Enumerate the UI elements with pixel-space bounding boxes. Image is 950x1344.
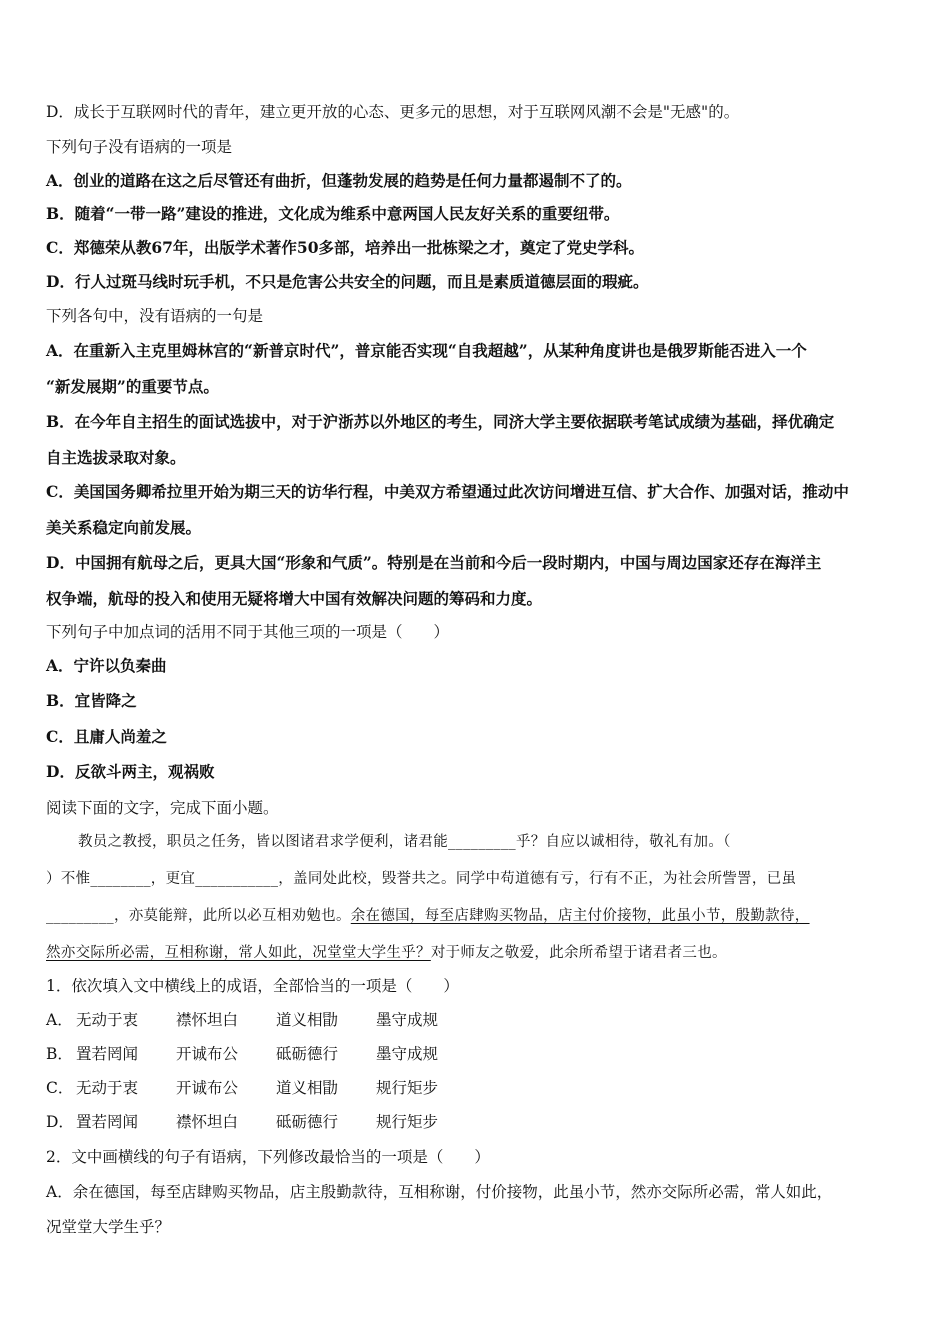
q2-option-a-line-1: A．余在德国，每至店肆购买物品，店主殷勤款待，互相称谢，付价接物，此虽小节，然亦交际所必需，常人如此， xyxy=(46,1183,833,1201)
classical-option-a: A．宁许以负秦曲 xyxy=(46,656,167,675)
passage-line-3 xyxy=(46,906,810,926)
q2-stem: 2．文中画横线的句子有语病，下列修改最恰当的一项是（ ） xyxy=(46,1148,490,1166)
idiom: 道义相勖 xyxy=(276,1079,339,1097)
classical-option-c: C．且庸人尚羞之 xyxy=(46,727,167,746)
passage-line-2: ）不惟________，更宜___________，盖同处此校，毁誉共之。同学中苟道德有亏，行有不正，为社会所訾詈，已虽 xyxy=(46,871,797,887)
option-label: D． xyxy=(46,1113,74,1131)
passage-line-4 xyxy=(46,943,727,963)
option-d: D．行人过斑马线时玩手机，不只是危害公共安全的问题，而且是素质道德层面的瑕疵。 xyxy=(46,272,649,291)
underlined-sentence: 余在德国，每至店肆购买物品，店主付价接物，此虽小节，殷勤款待， xyxy=(350,908,810,924)
option-b-line-2: 自主选拔录取对象。 xyxy=(46,448,186,467)
idiom: 墨守成规 xyxy=(376,1011,439,1029)
option-label: A． xyxy=(46,1011,73,1029)
idiom: 无动于衷 xyxy=(76,1079,139,1097)
q1-option-row-a xyxy=(46,1010,438,1030)
question-stem-grammar-2: 下列各句中，没有语病的一句是 xyxy=(46,307,264,325)
option-label: B． xyxy=(46,1045,73,1063)
option-d-line-1: D．中国拥有航母之后，更具大国“形象和气质”。特别是在当前和今后一段时期内，中国与周边国家还存在海洋主 xyxy=(46,553,822,572)
option-b: B．随着“一带一路”建设的推进，文化成为维系中意两国人民友好关系的重要纽带。 xyxy=(46,204,620,223)
option-a-line-2: “新发展期”的重要节点。 xyxy=(46,377,219,396)
option-a: A．创业的道路在这之后尽管还有曲折，但蓬勃发展的趋势是任何力量都遏制不了的。 xyxy=(46,171,632,190)
passage-line-1: 教员之教授，职员之任务，皆以图诸君求学便利，诸君能_________乎？自应以诚相待，敬礼有加。（ xyxy=(78,834,731,850)
q1-option-row-b xyxy=(46,1044,438,1064)
q1-stem: 1．依次填入文中横线上的成语，全部恰当的一项是（ ） xyxy=(46,977,459,995)
question-stem-grammar-1: 下列句子没有语病的一项是 xyxy=(46,138,233,156)
idiom: 规行矩步 xyxy=(376,1079,439,1097)
option-a-line-1: A．在重新入主克里姆林宫的“新普京时代”，普京能否实现“自我超越”，从某种角度讲也是俄罗斯能否进入一个 xyxy=(46,341,807,360)
option-b-line-1: B．在今年自主招生的面试选拔中，对于沪浙苏以外地区的考生，同济大学主要依据联考笔试成绩为基础，择优确定 xyxy=(46,412,835,431)
idiom: 墨守成规 xyxy=(376,1045,439,1063)
idiom: 开诚布公 xyxy=(176,1079,239,1097)
classical-option-d: D．反欲斗两主，观祸败 xyxy=(46,762,215,781)
idiom: 置若罔闻 xyxy=(76,1113,139,1131)
q2-option-a-line-2: 况堂堂大学生乎？ xyxy=(46,1218,171,1236)
q1-option-row-d xyxy=(46,1112,438,1132)
option-c: C．郑德荣从教67年，出版学术著作50多部，培养出一批栋梁之才，奠定了党史学科。 xyxy=(46,238,644,257)
underlined-sentence-cont: 然亦交际所必需，互相称谢，常人如此，况堂堂大学生乎？ xyxy=(46,945,431,961)
idiom: 无动于衷 xyxy=(76,1011,139,1029)
idiom: 砥砺德行 xyxy=(276,1045,339,1063)
idiom: 襟怀坦白 xyxy=(176,1113,239,1131)
classical-option-b: B．宜皆降之 xyxy=(46,691,137,710)
idiom: 襟怀坦白 xyxy=(176,1011,239,1029)
option-label: C． xyxy=(46,1079,74,1097)
option-d-line-2: 权争端，航母的投入和使用无疑将增大中国有效解决问题的筹码和力度。 xyxy=(46,589,543,608)
idiom: 开诚布公 xyxy=(176,1045,239,1063)
question-stem-classical: 下列句子中加点词的活用不同于其他三项的一项是（ ） xyxy=(46,623,450,641)
q1-option-row-c xyxy=(46,1078,438,1098)
idiom: 砥砺德行 xyxy=(276,1113,339,1131)
idiom: 规行矩步 xyxy=(376,1113,439,1131)
reading-intro: 阅读下面的文字，完成下面小题。 xyxy=(46,799,279,817)
idiom: 道义相勖 xyxy=(276,1011,339,1029)
passage-text-end: 对于师友之敬爱，此余所希望于诸君者三也。 xyxy=(430,945,727,961)
passage-text: _________，亦莫能辩，此所以必互相劝勉也。 xyxy=(46,908,351,924)
option-c-line-1: C．美国国务卿希拉里开始为期三天的访华行程，中美双方希望通过此次访问增进互信、扩大合作、加强对话，推动中 xyxy=(46,482,849,501)
top-option-d: D．成长于互联网时代的青年，建立更开放的心态、更多元的思想，对于互联网风潮不会是"无感"的。 xyxy=(46,103,740,121)
option-c-line-2: 美关系稳定向前发展。 xyxy=(46,518,202,537)
idiom: 置若罔闻 xyxy=(76,1045,139,1063)
